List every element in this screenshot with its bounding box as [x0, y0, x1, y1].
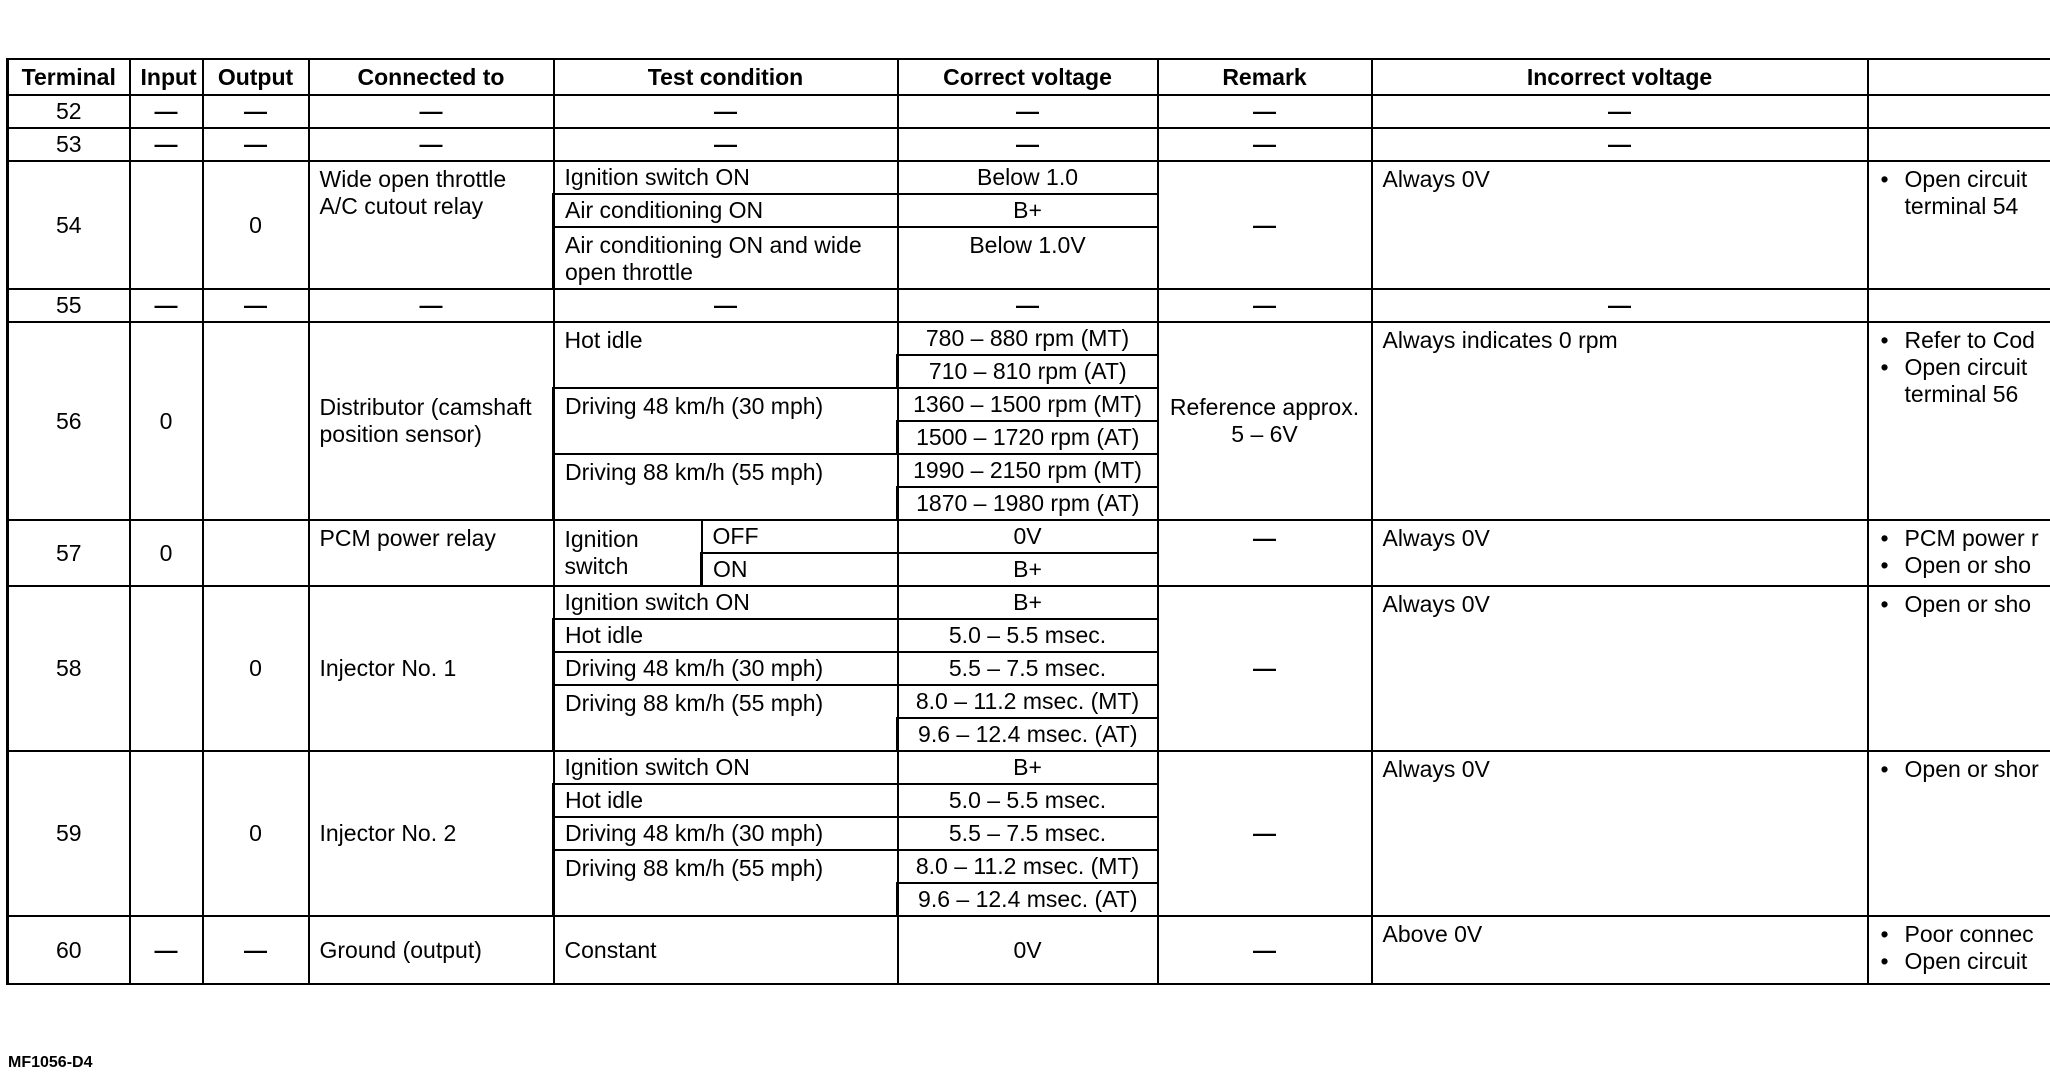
remark-57: — [1158, 520, 1372, 586]
voltage-54-3: Below 1.0V [898, 227, 1158, 289]
dash-cell: — [203, 289, 309, 322]
header-incorrect-voltage: Incorrect voltage [1372, 59, 1868, 95]
voltage-58-1: B+ [898, 586, 1158, 619]
output-58: 0 [203, 586, 309, 751]
cause-60-1: • Poor connec [1879, 921, 2050, 948]
cause-58 [1868, 586, 2050, 751]
condition-58-4: Driving 88 km/h (55 mph) [554, 685, 898, 751]
cause-60-2: • Open circuit [1879, 948, 2050, 975]
dash-cell: — [898, 289, 1158, 322]
output-59: 0 [203, 751, 309, 916]
input-56: 0 [130, 322, 203, 520]
connected-to-60: Ground (output) [309, 916, 554, 984]
dash-cell: — [309, 128, 554, 161]
voltage-60-1: 0V [898, 916, 1158, 984]
terminal-53: 53 [8, 128, 130, 161]
header-remark: Remark [1158, 59, 1372, 95]
incorrect-58: Always 0V [1372, 586, 1868, 751]
terminal-52: 52 [8, 95, 130, 128]
dash-cell: — [1372, 128, 1868, 161]
condition-54-3: Air conditioning ON and wide open throttle [554, 227, 898, 289]
condition-59-3: Driving 48 km/h (30 mph) [554, 817, 898, 850]
table-row-58 [8, 586, 2050, 619]
empty-cell [1868, 95, 2050, 128]
condition-59-1: Ignition switch ON [554, 751, 898, 784]
input-59 [130, 751, 203, 916]
voltage-59-4a: 8.0 – 11.2 msec. (MT) [898, 850, 1158, 883]
table-row-60 [8, 916, 2050, 984]
table-row-55 [8, 289, 2050, 322]
remark-59: — [1158, 751, 1372, 916]
connected-to-58: Injector No. 1 [309, 586, 554, 751]
header-terminal: Terminal [8, 59, 130, 95]
condition-59-4: Driving 88 km/h (55 mph) [554, 850, 898, 916]
table-row-52 [8, 95, 2050, 128]
connected-to-59: Injector No. 2 [309, 751, 554, 916]
cause-58-1: • Open or sho [1879, 591, 2050, 618]
voltage-56-1a: 780 – 880 rpm (MT) [898, 322, 1158, 355]
header-connected-to: Connected to [309, 59, 554, 95]
cause-59 [1868, 751, 2050, 916]
dash-cell: — [554, 95, 898, 128]
condition-57-off: OFF [702, 520, 898, 553]
voltage-58-4a: 8.0 – 11.2 msec. (MT) [898, 685, 1158, 718]
voltage-54-2: B+ [898, 194, 1158, 227]
condition-54-2: Air conditioning ON [554, 194, 898, 227]
voltage-56-1b: 710 – 810 rpm (AT) [898, 355, 1158, 388]
dash-cell: — [898, 128, 1158, 161]
voltage-59-1: B+ [898, 751, 1158, 784]
header-input: Input [130, 59, 203, 95]
voltage-58-2: 5.0 – 5.5 msec. [898, 619, 1158, 652]
voltage-56-2a: 1360 – 1500 rpm (MT) [898, 388, 1158, 421]
output-57 [203, 520, 309, 586]
empty-cell [1868, 289, 2050, 322]
terminal-60: 60 [8, 916, 130, 984]
cause-57 [1868, 520, 2050, 586]
incorrect-59: Always 0V [1372, 751, 1868, 916]
cause-54 [1868, 161, 2050, 289]
table-row-59 [8, 751, 2050, 784]
voltage-59-2: 5.0 – 5.5 msec. [898, 784, 1158, 817]
condition-58-3: Driving 48 km/h (30 mph) [554, 652, 898, 685]
table-row-56 [8, 322, 2050, 355]
dash-cell: — [1372, 289, 1868, 322]
header-possible-cause [1868, 59, 2050, 95]
cause-56-1: • Refer to Cod [1879, 327, 2050, 354]
terminal-voltage-table-container [6, 58, 2050, 1050]
dash-cell: — [898, 95, 1158, 128]
connected-to-56: Distributor (camshaft position sensor) [309, 322, 554, 520]
cause-54-1: • Open circuit terminal 54 [1879, 166, 2050, 220]
output-56 [203, 322, 309, 520]
condition-58-1: Ignition switch ON [554, 586, 898, 619]
voltage-58-4b: 9.6 – 12.4 msec. (AT) [898, 718, 1158, 751]
cause-57-2: • Open or sho [1879, 552, 2050, 579]
condition-59-2: Hot idle [554, 784, 898, 817]
dash-cell: — [130, 95, 203, 128]
dash-cell: — [203, 128, 309, 161]
voltage-56-3b: 1870 – 1980 rpm (AT) [898, 487, 1158, 520]
voltage-59-4b: 9.6 – 12.4 msec. (AT) [898, 883, 1158, 916]
incorrect-57: Always 0V [1372, 520, 1868, 586]
remark-58: — [1158, 586, 1372, 751]
incorrect-60: Above 0V [1372, 916, 1868, 984]
voltage-59-3: 5.5 – 7.5 msec. [898, 817, 1158, 850]
table-row-54 [8, 161, 2050, 194]
header-correct-voltage: Correct voltage [898, 59, 1158, 95]
remark-54: — [1158, 161, 1372, 289]
input-54 [130, 161, 203, 289]
condition-56-3: Driving 88 km/h (55 mph) [554, 454, 898, 520]
table-row-53 [8, 128, 2050, 161]
output-54: 0 [203, 161, 309, 289]
terminal-54: 54 [8, 161, 130, 289]
condition-54-1: Ignition switch ON [554, 161, 898, 194]
cause-56-2: • Open circuit terminal 56 [1879, 354, 2050, 408]
dash-cell: — [203, 916, 309, 984]
cause-60 [1868, 916, 2050, 984]
condition-60-1: Constant [554, 916, 898, 984]
header-row [8, 59, 2050, 95]
condition-58-2: Hot idle [554, 619, 898, 652]
cause-57-1: • PCM power r [1879, 525, 2050, 552]
terminal-59: 59 [8, 751, 130, 916]
empty-cell [1868, 128, 2050, 161]
condition-57-main: Ignition switch [554, 520, 702, 586]
remark-60: — [1158, 916, 1372, 984]
dash-cell: — [1158, 289, 1372, 322]
terminal-56: 56 [8, 322, 130, 520]
cause-56 [1868, 322, 2050, 520]
condition-56-2: Driving 48 km/h (30 mph) [554, 388, 898, 454]
dash-cell: — [1372, 95, 1868, 128]
dash-cell: — [203, 95, 309, 128]
header-output: Output [203, 59, 309, 95]
connected-to-54: Wide open throttle A/C cutout relay [309, 161, 554, 289]
remark-56: Reference approx. 5 – 6V [1158, 322, 1372, 520]
terminal-57: 57 [8, 520, 130, 586]
voltage-57-off: 0V [898, 520, 1158, 553]
incorrect-54: Always 0V [1372, 161, 1868, 289]
terminal-58: 58 [8, 586, 130, 751]
connected-to-57: PCM power relay [309, 520, 554, 586]
dash-cell: — [1158, 128, 1372, 161]
input-57: 0 [130, 520, 203, 586]
figure-code: MF1056-D4 [8, 1054, 93, 1071]
dash-cell: — [309, 95, 554, 128]
condition-56-1: Hot idle [554, 322, 898, 388]
incorrect-56: Always indicates 0 rpm [1372, 322, 1868, 520]
condition-57-on: ON [702, 553, 898, 586]
dash-cell: — [130, 128, 203, 161]
voltage-57-on: B+ [898, 553, 1158, 586]
voltage-56-3a: 1990 – 2150 rpm (MT) [898, 454, 1158, 487]
terminal-voltage-table [6, 58, 2050, 985]
dash-cell: — [1158, 95, 1372, 128]
dash-cell: — [554, 289, 898, 322]
table-row-57 [8, 520, 2050, 553]
voltage-58-3: 5.5 – 7.5 msec. [898, 652, 1158, 685]
dash-cell: — [554, 128, 898, 161]
dash-cell: — [130, 289, 203, 322]
terminal-55: 55 [8, 289, 130, 322]
dash-cell: — [130, 916, 203, 984]
voltage-54-1: Below 1.0 [898, 161, 1158, 194]
input-58 [130, 586, 203, 751]
cause-59-1: • Open or shor [1879, 756, 2050, 783]
voltage-56-2b: 1500 – 1720 rpm (AT) [898, 421, 1158, 454]
dash-cell: — [309, 289, 554, 322]
header-test-condition: Test condition [554, 59, 898, 95]
